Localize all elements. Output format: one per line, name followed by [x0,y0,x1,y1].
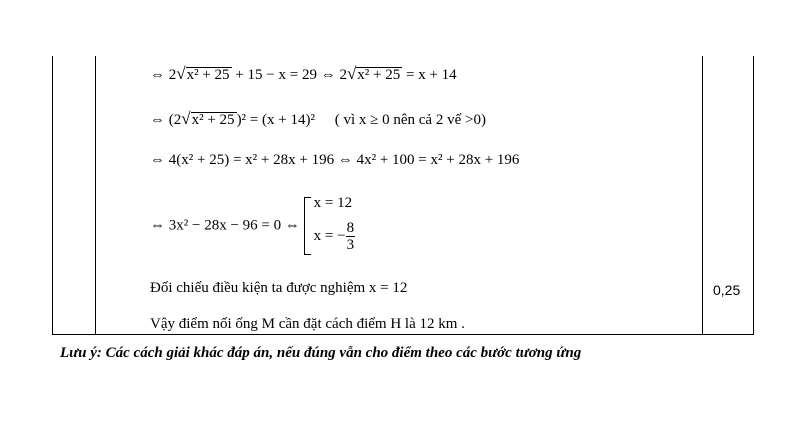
equation-line-3 [150,152,519,169]
eq2-condition-note: ( vì x ≥ 0 nên cả 2 vế >0) [334,112,486,128]
conclusion-line-1: Đối chiếu điều kiện ta được nghiệm x = 12 [150,280,408,296]
column-divider-left [95,56,96,334]
eq1-part-a: ⇔ 2 [150,67,177,83]
eq4-part-a: ⇔ 3x² − 28x − 96 = 0 ⇔ [150,217,300,234]
fraction-numerator: 8 [346,220,355,236]
eq3-text: ⇔ 4(x² + 25) = x² + 28x + 196 ⇔ 4x² + 100 = x² + 28x + 196 [150,152,520,168]
sqrt-expression-3: √x² + 25 [181,109,235,128]
column-divider-right [702,56,703,334]
sqrt-expression-2: √x² + 25 [346,64,401,83]
note-text: Lưu ý: Các cách giải khác đáp án, nếu đúng vẫn cho điểm theo các bước tương ứng [60,345,582,361]
fraction [346,220,356,253]
eq2-part-a: ⇔ (2 [150,112,182,128]
solution-row-2 [314,220,355,253]
radicand-1: x² + 25 [186,67,230,83]
eq2-part-b: )² = (x + 14)² [236,112,315,128]
conclusion-line-2: Vậy điểm nối ống M cần đặt cách điểm H là 12 km . [150,316,465,332]
solution-system [304,195,355,257]
solution-row-1: x = 12 [313,195,353,211]
eq1-part-c: = x + 14 [402,67,457,83]
solution-row-2-prefix: x = − [313,228,346,244]
equation-line-1 [150,64,457,84]
equation-line-2 [150,109,486,129]
eq1-part-b: + 15 − x = 29 ⇔ 2 [231,67,347,83]
sqrt-expression-1: √x² + 25 [176,64,230,83]
system-bracket [304,197,311,255]
equation-line-4 [150,195,355,257]
radicand-3: x² + 25 [191,112,235,128]
radicand-2: x² + 25 [357,67,401,83]
fraction-denominator: 3 [346,237,355,253]
score-value: 0,25 [713,282,741,298]
